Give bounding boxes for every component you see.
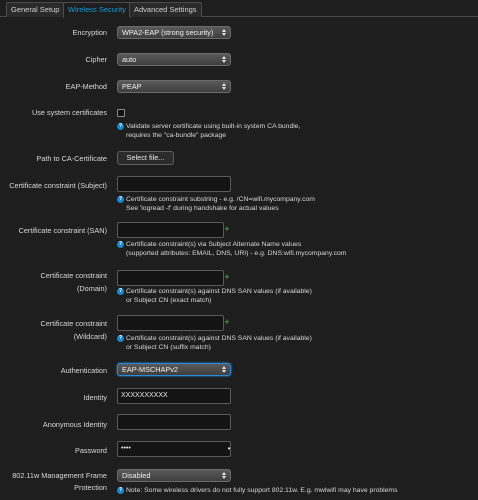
- eap-method-select[interactable]: [117, 80, 231, 93]
- anon-identity-input[interactable]: [117, 414, 231, 430]
- help-line: Certificate constraint(s) against DNS SAN values (if available): [126, 335, 312, 342]
- system-certs-checkbox[interactable]: [117, 109, 125, 117]
- select-arrows-icon: [222, 82, 227, 91]
- help-icon: ?: [118, 123, 123, 129]
- eap-method-value: PEAP: [122, 82, 142, 91]
- constraint-wildcard-help: [117, 335, 312, 352]
- eap-method-label: EAP-Method: [65, 82, 107, 91]
- constraint-domain-label: [40, 271, 107, 293]
- help-line: Certificate constraint(s) via Subject Alternate Name values: [126, 241, 302, 248]
- label-line: (Wildcard): [73, 332, 107, 341]
- mfp-label: [12, 471, 107, 492]
- tab-general-setup[interactable]: General Setup: [6, 2, 64, 17]
- cipher-value: auto: [122, 55, 137, 64]
- mfp-help: [117, 487, 398, 496]
- label-line: (Domain): [76, 284, 107, 293]
- help-line: Note: Some wireless drivers do not fully support 802.11w. E.g. mwlwifi may have problems: [126, 487, 398, 494]
- ca-cert-label: Path to CA-Certificate: [36, 154, 107, 163]
- add-domain-plus-icon[interactable]: +: [224, 272, 230, 282]
- system-certs-label: Use system certificates: [31, 108, 107, 117]
- constraint-san-help: [117, 241, 346, 258]
- select-arrows-icon: [222, 471, 227, 480]
- help-line: Validate server certificate using built-in system CA bundle,: [126, 123, 301, 130]
- add-san-plus-icon[interactable]: +: [224, 224, 230, 234]
- tab-wireless-security[interactable]: Wireless Security: [63, 2, 131, 18]
- help-line: Certificate constraint substring - e.g. /CN=wifi.mycompany.com: [126, 196, 315, 203]
- constraint-subject-input[interactable]: [117, 176, 231, 192]
- help-line: See 'logread -f' during handshake for actual values: [126, 204, 279, 212]
- encryption-label: Encryption: [72, 28, 107, 37]
- constraint-san-input[interactable]: [117, 222, 224, 238]
- label-line: 802.11w Management Frame: [12, 471, 107, 480]
- help-icon: ?: [118, 288, 123, 294]
- tab-bar: [0, 0, 478, 17]
- label-line: Certificate constraint: [40, 271, 107, 280]
- authentication-select[interactable]: [117, 363, 231, 376]
- constraint-san-label: Certificate constraint (SAN): [18, 226, 107, 235]
- constraint-subject-help: [117, 196, 315, 213]
- tab-advanced-settings[interactable]: Advanced Settings: [129, 2, 202, 17]
- help-line: or Subject CN (suffix match): [126, 343, 211, 351]
- cipher-select[interactable]: [117, 53, 231, 66]
- help-line: or Subject CN (exact match): [126, 296, 212, 304]
- reveal-password-icon[interactable]: •: [227, 444, 231, 453]
- mfp-value: Disabled: [122, 471, 151, 480]
- constraint-domain-input[interactable]: [117, 270, 224, 286]
- constraint-wildcard-input[interactable]: [117, 315, 224, 331]
- label-line: Certificate constraint: [40, 319, 107, 328]
- identity-label: Identity: [83, 393, 107, 402]
- help-icon: ?: [118, 241, 123, 247]
- system-certs-help: [117, 123, 300, 140]
- authentication-value: EAP-MSCHAPv2: [122, 365, 178, 374]
- help-icon: ?: [118, 487, 123, 493]
- help-icon: ?: [118, 196, 123, 202]
- select-arrows-icon: [222, 28, 227, 37]
- identity-input[interactable]: XXXXXXXXXX: [117, 388, 231, 404]
- encryption-select[interactable]: [117, 26, 231, 39]
- select-file-button[interactable]: Select file...: [117, 151, 174, 165]
- cipher-label: Cipher: [85, 55, 107, 64]
- encryption-value: WPA2-EAP (strong security): [122, 28, 214, 37]
- label-line: Protection: [74, 483, 107, 492]
- help-line: requires the "ca-bundle" package: [126, 131, 227, 139]
- select-arrows-icon: [222, 55, 227, 64]
- anon-identity-label: Anonymous Identity: [42, 420, 107, 429]
- help-line: Certificate constraint(s) against DNS SAN values (if available): [126, 288, 312, 295]
- help-line: (supported attributes: EMAIL, DNS, URI) - e.g. DNS:wifi.mycompany.com: [126, 249, 347, 257]
- mfp-select[interactable]: [117, 469, 231, 482]
- add-wildcard-plus-icon[interactable]: +: [224, 317, 230, 327]
- constraint-domain-help: [117, 288, 312, 305]
- constraint-wildcard-label: [40, 319, 107, 341]
- help-icon: ?: [118, 335, 123, 341]
- select-arrows-icon: [222, 365, 227, 374]
- constraint-subject-label: Certificate constraint (Subject): [9, 181, 107, 190]
- password-input[interactable]: ••••: [117, 441, 231, 457]
- password-label: Password: [74, 446, 107, 455]
- authentication-label: Authentication: [60, 366, 107, 375]
